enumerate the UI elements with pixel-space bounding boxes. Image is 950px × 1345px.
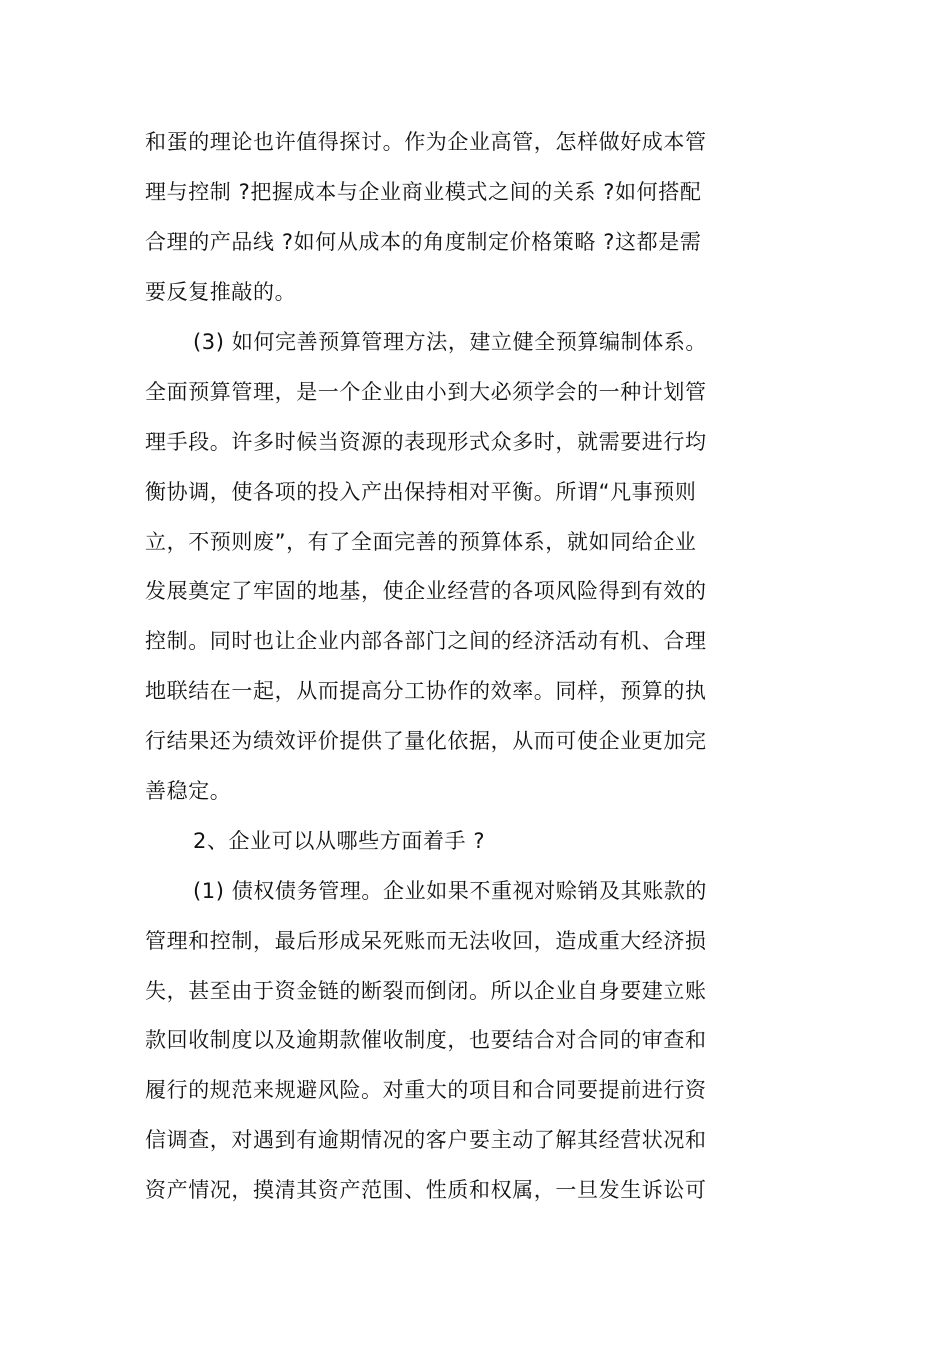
- text-line: (1) 债权债务管理。企业如果不重视对赊销及其账款的: [193, 879, 708, 903]
- text-line: 理与控制 ?把握成本与企业商业模式之间的关系 ?如何搭配: [145, 180, 702, 204]
- text-line: 要反复推敲的。: [145, 280, 297, 304]
- text-line: 管理和控制，最后形成呆死账而无法收回，造成重大经济损: [145, 929, 707, 953]
- text-line: 立，不预则废”，有了全面完善的预算体系，就如同给企业: [145, 530, 697, 554]
- text-line: 失，甚至由于资金链的断裂而倒闭。所以企业自身要建立账: [145, 979, 707, 1003]
- text-line: (3) 如何完善预算管理方法，建立健全预算编制体系。: [193, 330, 708, 354]
- text-line: 和蛋的理论也许值得探讨。作为企业高管，怎样做好成本管: [145, 130, 707, 154]
- text-line: 全面预算管理，是一个企业由小到大必须学会的一种计划管: [145, 380, 707, 404]
- text-line: 理手段。许多时候当资源的表现形式众多时，就需要进行均: [145, 430, 707, 454]
- text-line: 信调查，对遇到有逾期情况的客户要主动了解其经营状况和: [145, 1128, 707, 1152]
- text-line: 善稳定。: [145, 779, 232, 803]
- text-line: 控制。同时也让企业内部各部门之间的经济活动有机、合理: [145, 629, 707, 653]
- text-line: 合理的产品线 ?如何从成本的角度制定价格策略 ?这都是需: [145, 230, 702, 254]
- text-line: 款回收制度以及逾期款催收制度，也要结合对合同的审查和: [145, 1028, 707, 1052]
- text-line: 行结果还为绩效评价提供了量化依据，从而可使企业更加完: [145, 729, 707, 753]
- text-line: 发展奠定了牢固的地基，使企业经营的各项风险得到有效的: [145, 579, 707, 603]
- text-line: 衡协调，使各项的投入产出保持相对平衡。所谓“凡事预则: [145, 480, 697, 504]
- text-line: 2、企业可以从哪些方面着手 ?: [193, 829, 486, 853]
- text-line: 资产情况，摸清其资产范围、性质和权属，一旦发生诉讼可: [145, 1178, 707, 1202]
- text-line: 地联结在一起，从而提高分工协作的效率。同样，预算的执: [145, 679, 707, 703]
- text-line: 履行的规范来规避风险。对重大的项目和合同要提前进行资: [145, 1078, 707, 1102]
